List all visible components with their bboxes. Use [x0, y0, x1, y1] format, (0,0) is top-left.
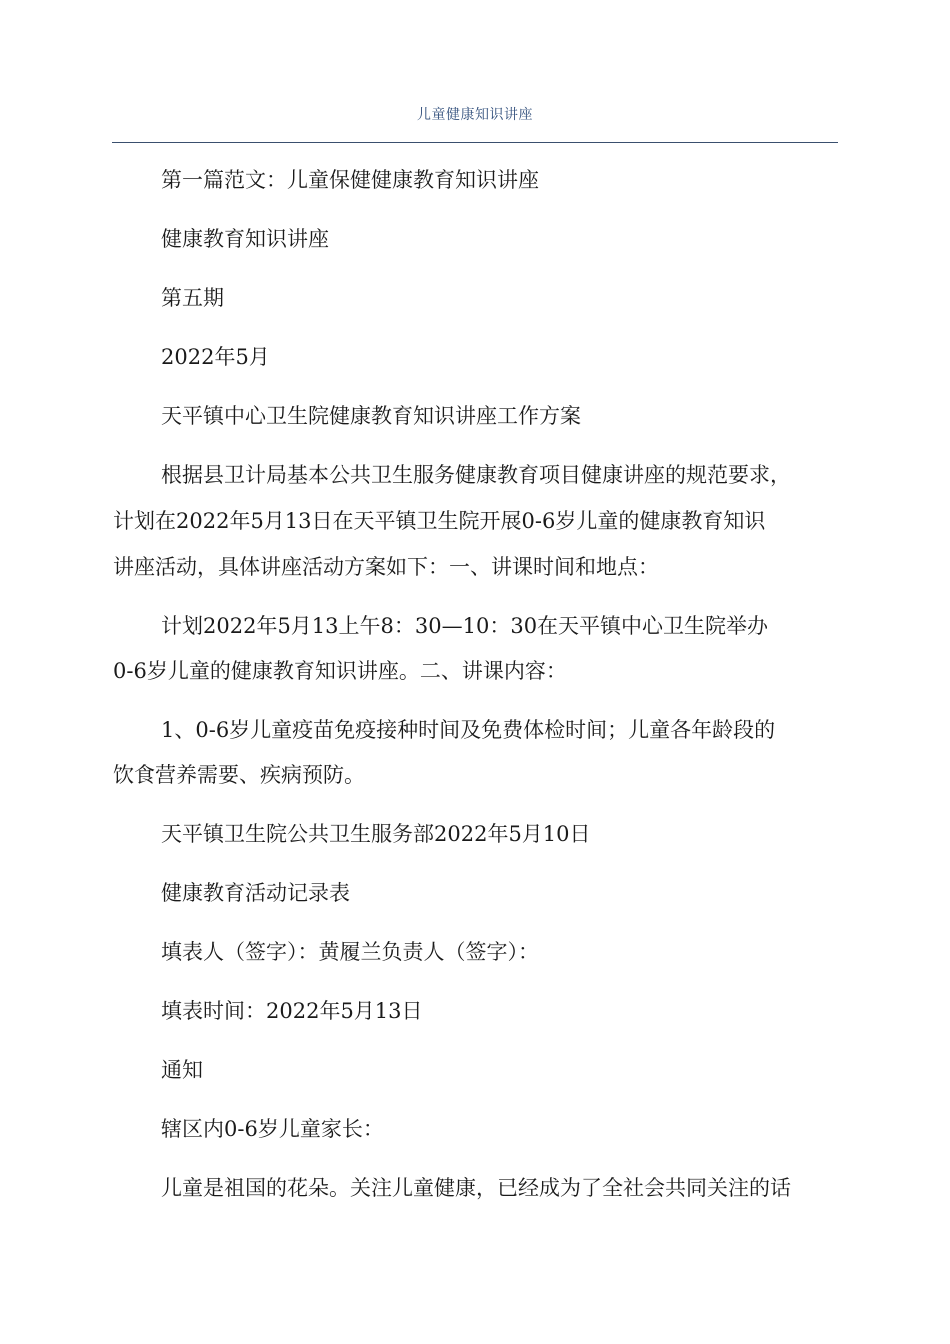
running-header: 儿童健康知识讲座 [417, 107, 533, 123]
paragraph-line: 计划2022年5月13上午8：30—10：30在天平镇中心卫生院举办 [161, 614, 769, 638]
paragraph-line: 0-6岁儿童的健康教育知识讲座。二、讲课内容： [113, 659, 567, 683]
record-table-title: 健康教育活动记录表 [161, 881, 350, 905]
signer-line: 填表人（签字）：黄履兰负责人（签字）： [161, 940, 539, 964]
signature-line: 天平镇卫生院公共卫生服务部2022年5月10日 [161, 822, 591, 846]
article-heading: 第一篇范文：儿童保健健康教育知识讲座 [161, 168, 539, 192]
lecture-title: 健康教育知识讲座 [161, 227, 329, 251]
header-divider [112, 142, 838, 143]
issue-date: 2022年5月 [161, 345, 270, 369]
paragraph-line: 饮食营养需要、疾病预防。 [113, 763, 365, 787]
paragraph-line: 讲座活动，具体讲座活动方案如下：一、讲课时间和地点： [113, 555, 659, 579]
notice-paragraph-line: 儿童是祖国的花朵。关注儿童健康，已经成为了全社会共同关注的话 [161, 1176, 791, 1200]
notice-salutation: 辖区内0-6岁儿童家长： [161, 1117, 384, 1141]
plan-title: 天平镇中心卫生院健康教育知识讲座工作方案 [161, 404, 581, 428]
notice-title: 通知 [161, 1058, 203, 1082]
fill-date-line: 填表时间：2022年5月13日 [161, 999, 423, 1023]
paragraph-line: 根据县卫计局基本公共卫生服务健康教育项目健康讲座的规范要求， [161, 463, 791, 487]
paragraph-line: 计划在2022年5月13日在天平镇卫生院开展0-6岁儿童的健康教育知识 [113, 509, 766, 533]
issue-number: 第五期 [161, 286, 224, 310]
paragraph-line: 1、0-6岁儿童疫苗免疫接种时间及免费体检时间；儿童各年龄段的 [161, 718, 776, 742]
